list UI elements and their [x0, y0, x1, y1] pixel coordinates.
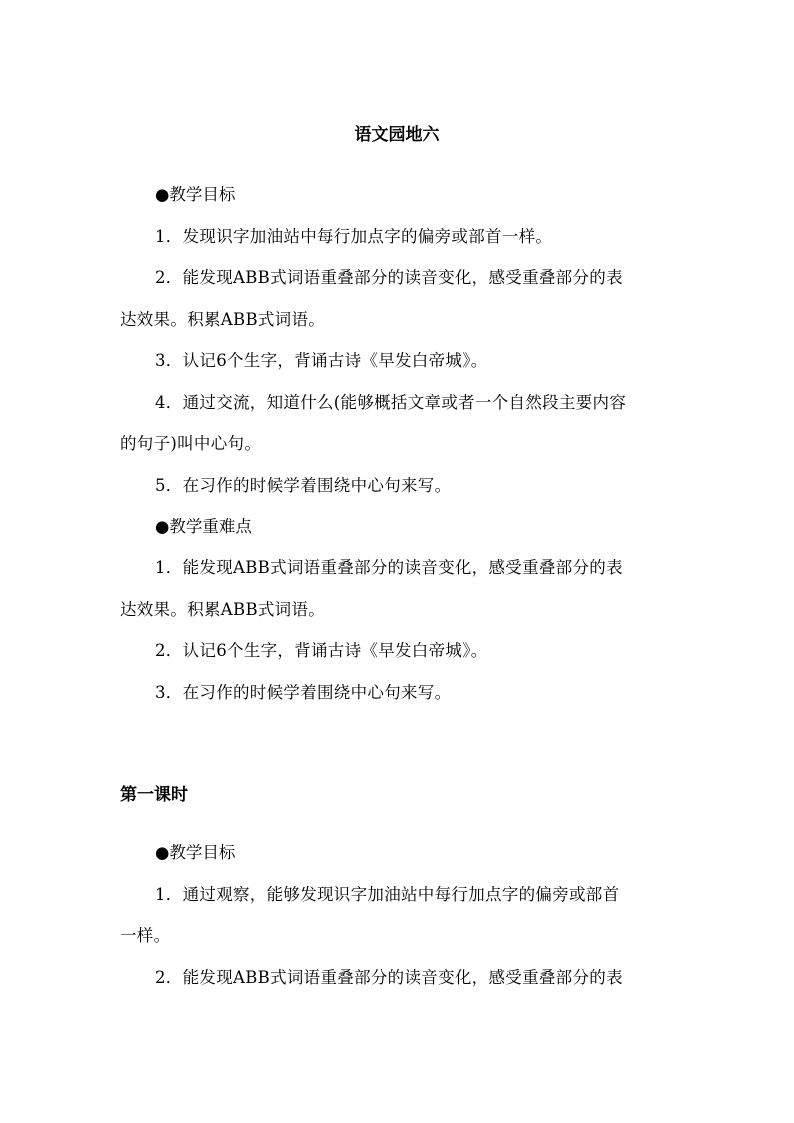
lesson-objective-line: 2．能发现ABB式词语重叠部分的读音变化，感受重叠部分的表	[155, 968, 623, 987]
objectives-heading: ●教学目标	[155, 185, 236, 204]
lesson-objective-line: 1．通过观察，能够发现识字加油站中每行加点字的偏旁或部首	[155, 885, 620, 904]
page-title: 语文园地六	[354, 125, 440, 145]
key-point-line: 达效果。积累ABB式词语。	[120, 600, 326, 619]
objective-line: 3．认记6个生字，背诵古诗《早发白帝城》。	[155, 351, 488, 370]
lesson-heading: 第一课时	[120, 785, 188, 805]
objective-line: 5．在习作的时候学着围绕中心句来写。	[155, 476, 452, 495]
key-point-line: 2．认记6个生字，背诵古诗《早发白帝城》。	[155, 641, 488, 660]
lesson-objective-line: 一样。	[120, 926, 171, 945]
objective-line: 4．通过交流，知道什么(能够概括文章或者一个自然段主要内容	[155, 393, 627, 412]
lesson-objectives-heading: ●教学目标	[155, 843, 236, 862]
key-point-line: 1．能发现ABB式词语重叠部分的读音变化，感受重叠部分的表	[155, 558, 623, 577]
key-point-line: 3．在习作的时候学着围绕中心句来写。	[155, 683, 452, 702]
objective-line: 1．发现识字加油站中每行加点字的偏旁或部首一样。	[155, 227, 553, 246]
objective-line: 的句子)叫中心句。	[120, 434, 262, 453]
objective-line: 达效果。积累ABB式词语。	[120, 310, 326, 329]
key-points-heading: ●教学重难点	[155, 517, 252, 536]
objective-line: 2．能发现ABB式词语重叠部分的读音变化，感受重叠部分的表	[155, 268, 623, 287]
